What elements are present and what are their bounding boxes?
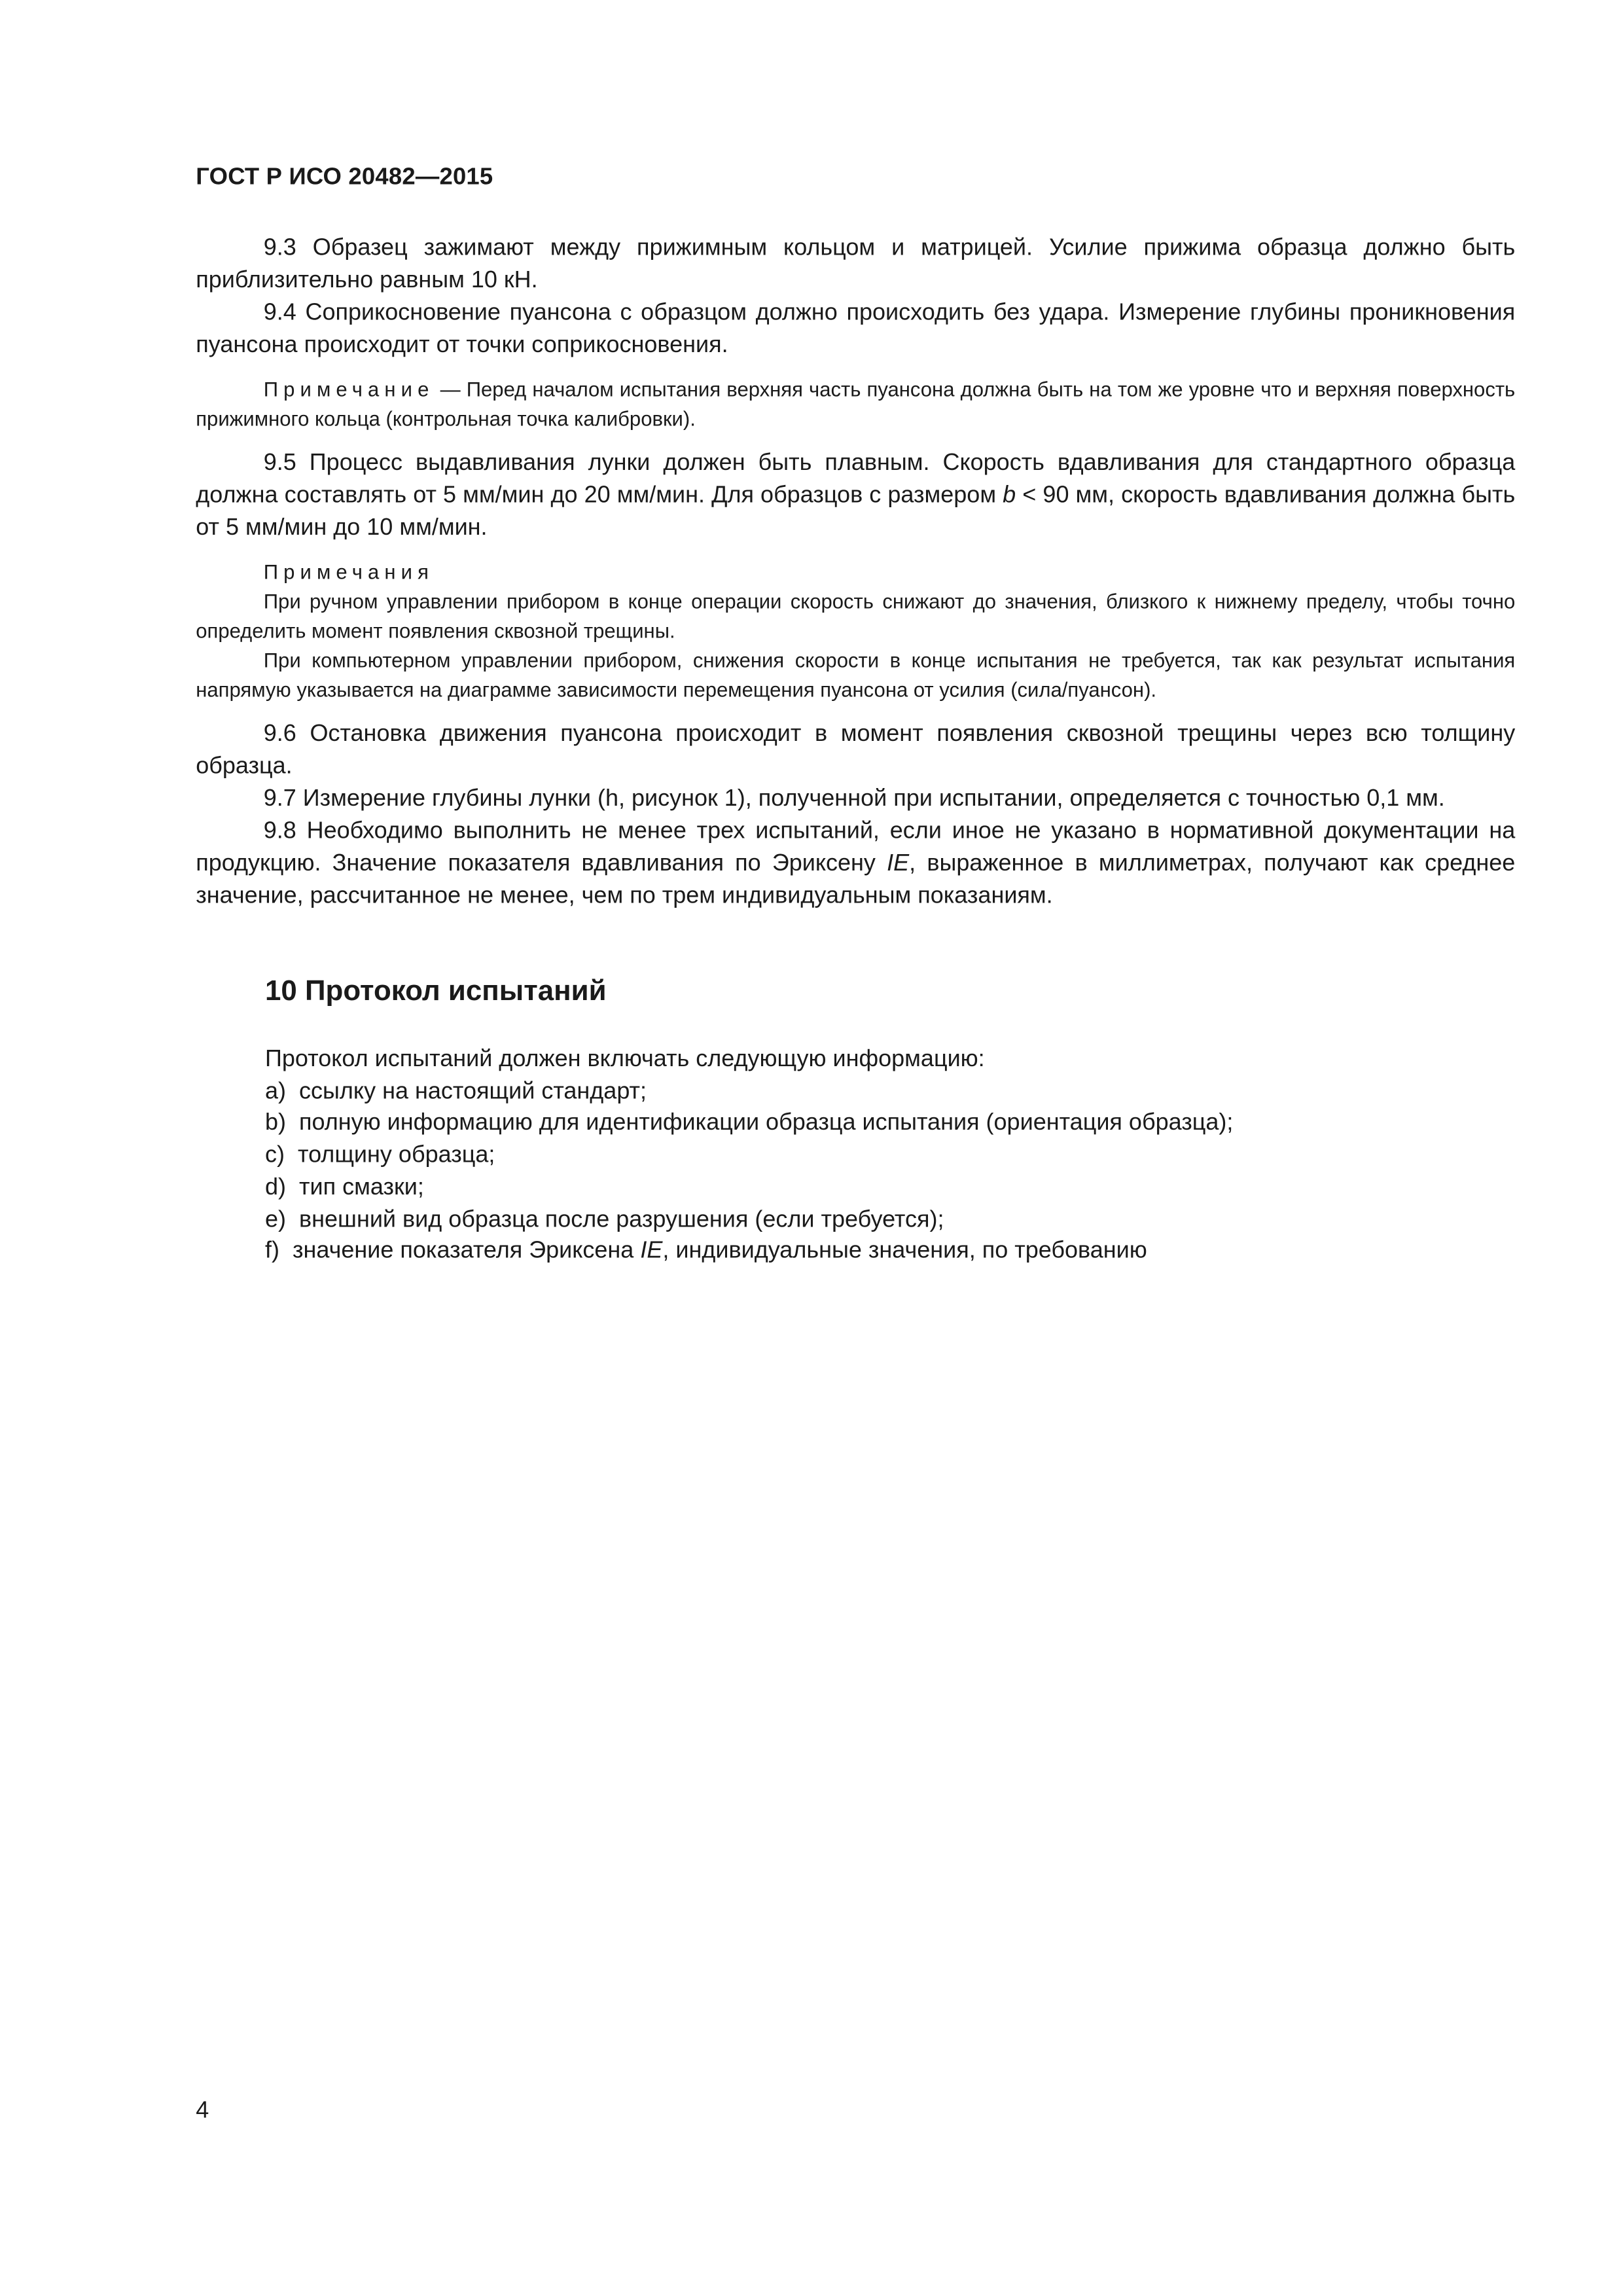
list-item [265, 1236, 1517, 1268]
clause-9-6: 9.6 Остановка движения пуансона происходит в момент появления сквозной трещины через всю толщину образца. [196, 721, 1516, 780]
clause-9-7: 9.7 Измерение глубины лунки (h, рисунок 1), полученной при испытании, определяется с точностью 0,1 мм. [263, 786, 1445, 812]
list-item [265, 1108, 1517, 1140]
list-item-label: c) [265, 1143, 285, 1168]
clause-9-8-text-a: 9.8 Необходимо выполнить не менее трех испытаний, если иное не указано в нормативной документации на продукцию. Значение показателя вдавливания по Эриксену [196, 819, 1516, 876]
list-item-text-a: значение показателя Эриксена [293, 1238, 641, 1264]
clause-9-8-text-b: , выраженное в миллиметрах, получают как среднее значение, рассчитанное не менее, чем по трем индивидуальным показаниям. [196, 851, 1516, 909]
list-item-text: тип смазки; [299, 1175, 424, 1200]
clause-9-8 [196, 816, 1515, 914]
list-item [265, 1172, 1517, 1204]
list-item-text: ссылку на настоящий стандарт; [299, 1079, 647, 1104]
list-item-text-b: , индивидуальные значения, по требованию [662, 1238, 1147, 1264]
section-9-body [196, 233, 1515, 914]
clause-9-3: 9.3 Образец зажимают между прижимным кольцом и матрицей. Усилие прижима образца должно быть приблизительно равным 10 кН. [196, 236, 1516, 293]
page-number: 4 [196, 2098, 209, 2124]
list-item-label: a) [265, 1079, 287, 1104]
section-10-intro: Протокол испытаний должен включать следующую информацию: [265, 1047, 985, 1072]
list-item [265, 1076, 1517, 1108]
list-item-label: b) [265, 1111, 287, 1136]
standard-header: ГОСТ Р ИСО 20482—2015 [196, 163, 493, 190]
section-10-body [265, 1044, 1517, 1268]
note-label: Примечание [263, 378, 435, 401]
clause-9-4: 9.4 Соприкосновение пуансона с образцом должно происходить без удара. Измерение глубины проникновения пуансона происходит от точки соприкосновения. [196, 300, 1516, 358]
list-item-text: полную информацию для идентификации образца испытания (ориентация образца); [299, 1111, 1234, 1136]
list-item [265, 1140, 1517, 1172]
list-item-label: e) [265, 1206, 287, 1232]
clause-9-5-text-a: 9.5 Процесс выдавливания лунки должен быть плавным. Скорость вдавливания для стандартного образца должна составлять от 5 мм/мин до 20 мм/мин. Для образцов с размером [196, 450, 1516, 509]
clause-9-5-variable: b [1003, 483, 1016, 509]
note-9-4 [196, 376, 1515, 435]
list-item-text: толщину образца; [297, 1143, 495, 1168]
note-9-5-1: При ручном управлении прибором в конце операции скорость снижают до значения, близкого к нижнему пределу, чтобы точно определить момент появления сквозной трещины. [196, 590, 1516, 642]
clause-9-8-variable: IE [887, 851, 910, 876]
clause-9-5-text-b: < 90 мм, скорость вдавливания должна быть от 5 мм/мин до 10 мм/мин. [196, 483, 1516, 541]
list-item-text: внешний вид образца после разрушения (если требуется); [299, 1206, 944, 1232]
list-item-label: d) [265, 1175, 287, 1200]
list-item [265, 1204, 1517, 1236]
clause-9-5 [196, 448, 1515, 545]
notes-title: Примечания [263, 561, 434, 583]
list-item-variable: IE [640, 1238, 663, 1264]
note-text: — Перед началом испытания верхняя часть пуансона должна быть на том же уровне что и верхняя поверхность прижимного кольца (контрольная точка калибровки). [196, 378, 1516, 430]
note-9-5-2: При компьютерном управлении прибором, снижения скорости в конце испытания не требуется, так как результат испытания напрямую указывается на диаграмме зависимости перемещения пуансона от усилия (сила/пуансон). [196, 649, 1516, 701]
section-10-heading: 10 Протокол испытаний [265, 975, 607, 1007]
list-item-label: f) [265, 1238, 280, 1264]
